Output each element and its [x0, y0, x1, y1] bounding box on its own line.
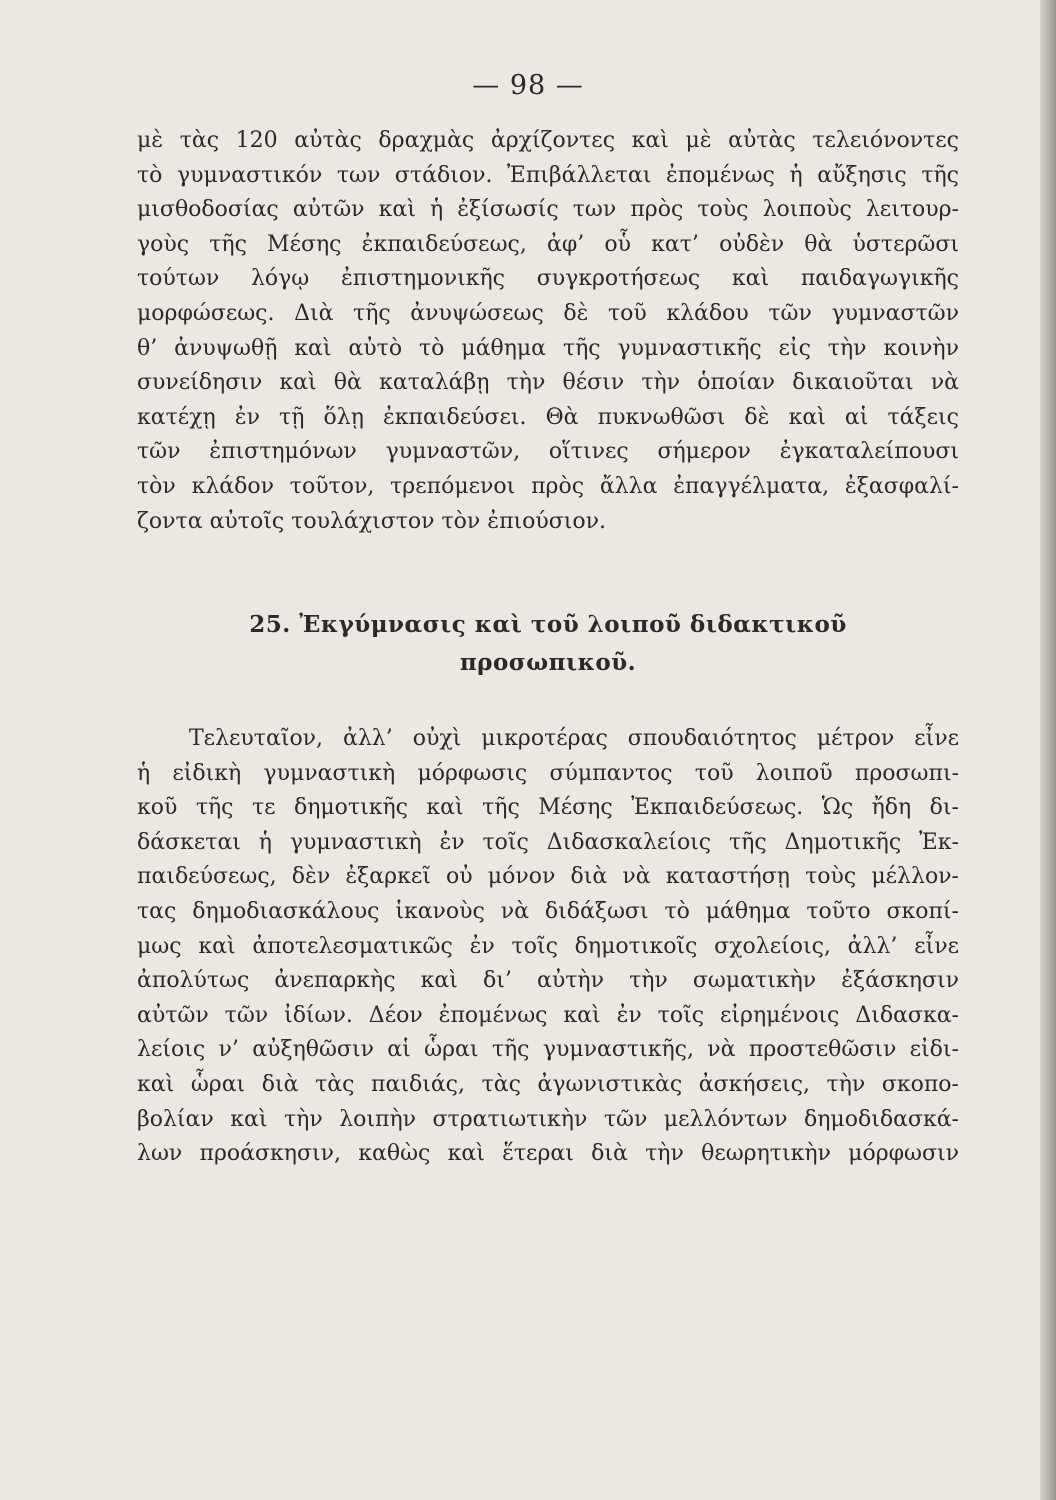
text-line: τας δημοδιασκάλους ἱκανοὺς νὰ διδάξωσι τὸ μάθημα τοῦτο σκοπί- — [137, 898, 959, 924]
text-line: καὶ ὧραι διὰ τὰς παιδιάς, τὰς ἀγωνιστικὰς ἀσκήσεις, τὴν σκοπο- — [137, 1071, 959, 1097]
text-line: μὲ τὰς 120 αὐτὰς δραχμὰς ἀρχίζοντες καὶ μὲ αὐτὰς τελειόνοντες — [137, 128, 959, 153]
section-heading-line: προσωπικοῦ. — [459, 649, 637, 676]
text-line: τὸν κλάδον τοῦτον, τρεπόμενοι πρὸς ἄλλα ἐπαγγέλματα, ἐξασφαλί- — [137, 473, 959, 499]
section-heading-line: 25. Ἐκγύμνασις καὶ τοῦ λοιποῦ διδακτικοῦ — [249, 611, 847, 638]
text-line: συνείδησιν καὶ θὰ καταλάβῃ τὴν θέσιν τὴν ὁποίαν δικαιοῦται νὰ — [137, 370, 959, 396]
paragraph-1 — [137, 124, 959, 539]
text-line: μισθοδοσίας αὐτῶν καὶ ἡ ἐξίσωσίς των πρὸς τοὺς λοιποὺς λειτουρ- — [137, 197, 959, 223]
text-line: μως καὶ ἀποτελεσματικῶς ἐν τοῖς δημοτικοῖς σχολείοις, ἀλλ’ εἶνε — [137, 933, 959, 959]
text-line: βολίαν καὶ τὴν λοιπὴν στρατιωτικὴν τῶν μελλόντων δημοδιδασκά- — [137, 1106, 959, 1132]
text-line: κοῦ τῆς τε δημοτικῆς καὶ τῆς Μέσης Ἐκπαιδεύσεως. Ὡς ἤδη δι- — [137, 795, 959, 821]
page-number: — 98 — — [472, 70, 584, 101]
text-line: ἡ εἰδικὴ γυμναστικὴ μόρφωσις σύμπαντος τοῦ λοιποῦ προσωπι- — [137, 760, 959, 786]
text-line: ζοντα αὐτοῖς τουλάχιστον τὸν ἐπιούσιον. — [137, 508, 607, 534]
text-line: λων προάσκησιν, καθὼς καὶ ἕτεραι διὰ τὴν θεωρητικὴν μόρφωσιν — [137, 1141, 959, 1167]
text-line: τῶν ἐπιστημόνων γυμναστῶν, οἵτινες σήμερον ἐγκαταλείπουσι — [137, 439, 959, 465]
text-line: λείοις ν’ αὐξηθῶσιν αἱ ὧραι τῆς γυμναστικῆς, νὰ προστεθῶσιν εἰδι- — [137, 1037, 959, 1063]
text-line: τὸ γυμναστικόν των στάδιον. Ἐπιβάλλεται ἐπομένως ἡ αὔξησις τῆς — [137, 162, 959, 188]
text-line: κατέχῃ ἐν τῇ ὅλῃ ἐκπαιδεύσει. Θὰ πυκνωθῶσι δὲ καὶ αἱ τάξεις — [137, 404, 959, 430]
text-line: Τελευταῖον, ἀλλ’ οὐχὶ μικροτέρας σπουδαιότητος μέτρον εἶνε — [189, 726, 959, 751]
text-line: τούτων λόγῳ ἐπιστημονικῆς συγκροτήσεως καὶ παιδαγωγικῆς — [137, 266, 959, 292]
text-line: αὐτῶν τῶν ἰδίων. Δέον ἐπομένως καὶ ἐν τοῖς εἰρημένοις Διδασκα- — [137, 1002, 959, 1028]
text-line: μορφώσεως. Διὰ τῆς ἀνυψώσεως δὲ τοῦ κλάδου τῶν γυμναστῶν — [137, 300, 959, 326]
text-line: θ’ ἀνυψωθῇ καὶ αὐτὸ τὸ μάθημα τῆς γυμναστικῆς εἰς τὴν κοινὴν — [137, 335, 959, 361]
text-line: παιδεύσεως, δὲν ἐξαρκεῖ οὐ μόνον διὰ νὰ καταστήσῃ τοὺς μέλλον- — [137, 864, 959, 890]
text-line: ἀπολύτως ἀνεπαρκὴς καὶ δι’ αὐτὴν τὴν σωματικὴν ἐξάσκησιν — [137, 968, 959, 994]
text-line: γοὺς τῆς Μέσης ἐκπαιδεύσεως, ἀφ’ οὗ κατ’ οὐδὲν θὰ ὑστερῶσι — [137, 231, 959, 257]
paragraph-2 — [137, 722, 959, 1172]
section-heading — [137, 606, 959, 682]
text-line: δάσκεται ἡ γυμναστικὴ ἐν τοῖς Διδασκαλείοις τῆς Δημοτικῆς Ἐκ- — [137, 829, 959, 855]
scan-page-edge — [1040, 0, 1056, 1500]
